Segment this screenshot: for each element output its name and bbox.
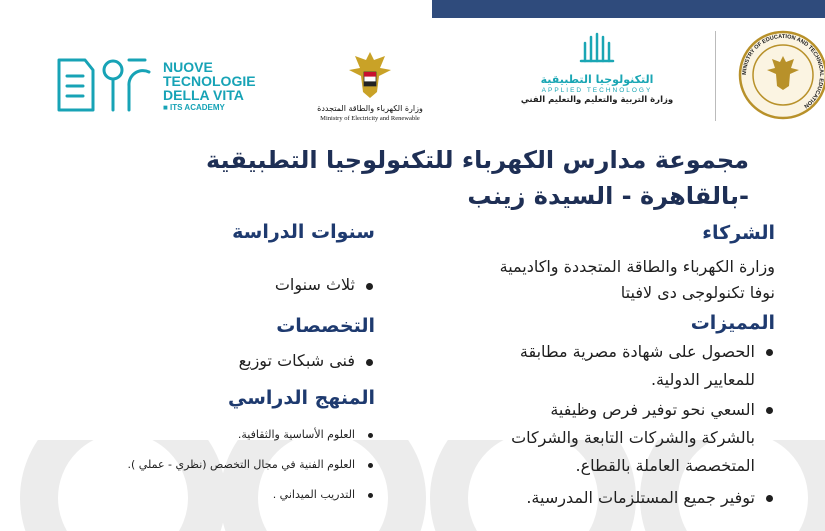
applied-technology-ar: التكنولوجيا التطبيقية (540, 73, 654, 86)
applied-technology-icon (577, 31, 617, 67)
left-column (35, 218, 375, 510)
ntv-line-2: TECNOLOGIE (163, 73, 256, 89)
features-list (395, 338, 775, 512)
specializations-heading: التخصصات (276, 315, 375, 337)
applied-technology-logo (502, 31, 692, 105)
list-item: التدريب الميداني . (35, 480, 375, 510)
title-line-2: -بالقاهرة - السيدة زينب (467, 182, 749, 210)
ntv-line-1: NUOVE (163, 59, 213, 75)
logo-row (50, 26, 825, 146)
eagle-icon (347, 48, 393, 100)
ministry-education-seal-icon (738, 30, 825, 120)
page-title (49, 142, 749, 214)
seal-text: MINISTRY OF EDUCATION AND TECHNICAL EDUCATION (741, 33, 825, 109)
list-item (395, 484, 775, 512)
curriculum-heading: المنهج الدراسي (228, 387, 375, 409)
feature-2-line-2: بالشركة والشركات التابعة والشركات (511, 428, 755, 447)
ntv-sub: ■ ITS ACADEMY (163, 103, 225, 112)
feature-2-line-1: السعي نحو توفير فرص وظيفية (550, 400, 755, 419)
years-heading: سنوات الدراسة (232, 221, 375, 243)
partners-text-line-2: نوفا تكنولوجى دى لافيتا (620, 283, 775, 302)
list-item: العلوم الفنية في مجال التخصص (نظري - عملي ). (35, 450, 375, 480)
feature-2-line-3: المتخصصة العاملة بالقطاع. (575, 456, 755, 475)
list-item (395, 338, 775, 394)
ministry-electricity-en: Ministry of Electricity and Renewable (320, 115, 420, 122)
list-item: العلوم الأساسية والثقافية. (35, 420, 375, 450)
partners-heading: الشركاء (702, 222, 775, 244)
corner-band (432, 0, 825, 18)
list-item: ثلاث سنوات (35, 272, 375, 298)
ministry-electricity-logo (315, 48, 425, 122)
ntv-logo (55, 56, 275, 116)
feature-1-line-2: للمعايير الدولية. (650, 370, 755, 389)
list-item (395, 396, 775, 480)
list-item: فنى شبكات توزيع (35, 348, 375, 374)
ntv-line-3: DELLA VITA (163, 87, 244, 103)
specializations-list (35, 348, 375, 374)
partners-text (395, 254, 775, 306)
ntv-mark-icon (55, 56, 153, 114)
partners-text-line-1: وزارة الكهرباء والطاقة المتجددة واكاديمية (499, 257, 775, 276)
applied-technology-en: APPLIED TECHNOLOGY (541, 87, 653, 94)
ntv-wordmark (163, 60, 256, 114)
ministry-electricity-ar: وزارة الكهرباء والطاقة المتجددة (317, 104, 423, 113)
features-heading: المميزات (690, 312, 775, 334)
feature-1-line-1: الحصول على شهادة مصرية مطابقة (519, 342, 755, 361)
curriculum-list (35, 420, 375, 510)
feature-3-line-1: توفير جميع المستلزمات المدرسية. (526, 488, 755, 507)
logo-divider (715, 31, 716, 121)
ministry-education-ar: وزارة التربية والتعليم والتعليم الفني (520, 95, 674, 105)
right-column (395, 218, 775, 512)
years-list (35, 272, 375, 298)
title-line-1: مجموعة مدارس الكهرباء للتكنولوجيا التطبيقية (205, 146, 749, 174)
